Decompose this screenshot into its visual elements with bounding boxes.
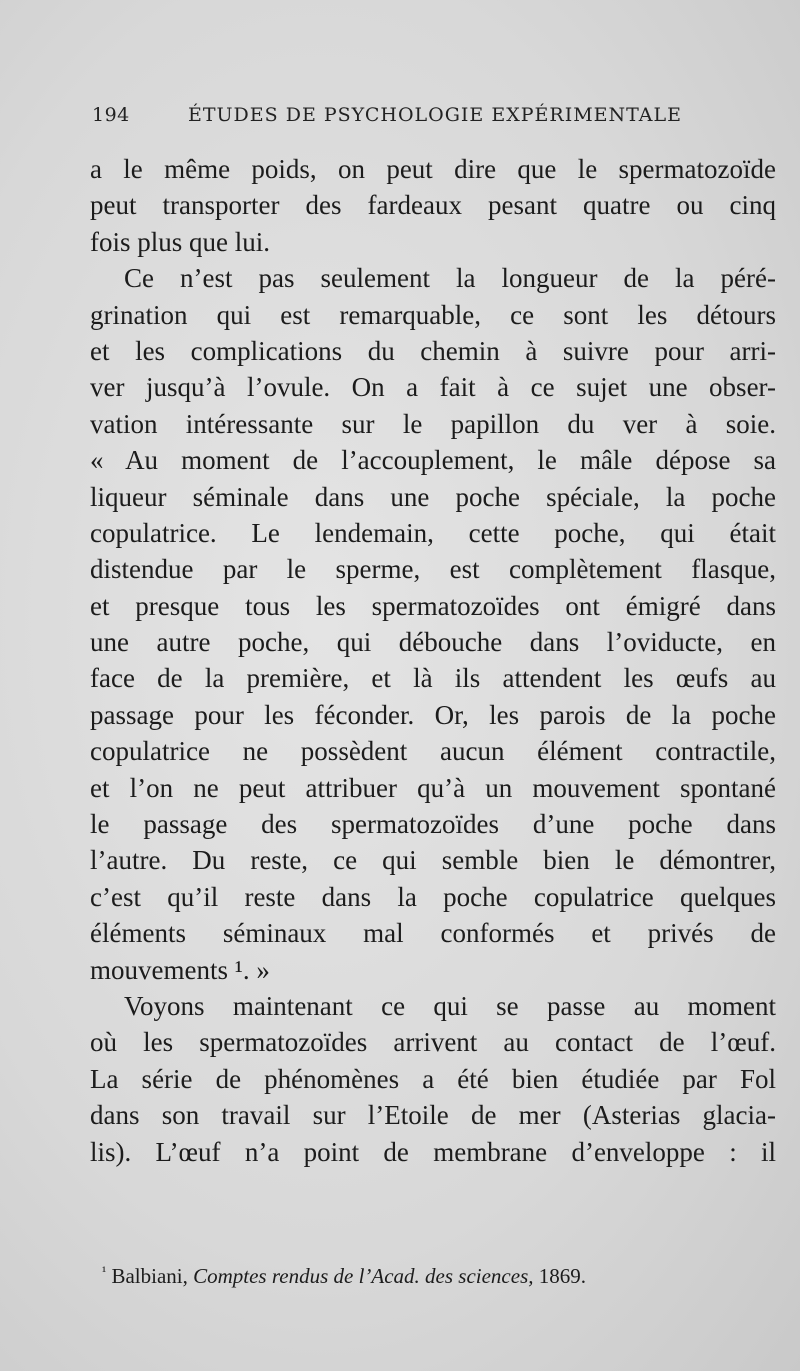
text-line: lis). L’œuf n’a point de membrane d’enveloppe : il bbox=[90, 1136, 776, 1167]
body-text bbox=[90, 151, 776, 1170]
text-line: liqueur séminale dans une poche spéciale, la poche bbox=[90, 481, 776, 512]
text-line: peut transporter des fardeaux pesant quatre ou cinq bbox=[90, 190, 776, 221]
text-line: face de la première, et là ils attendent les œufs au bbox=[90, 663, 776, 694]
footnote-title: Comptes rendus de l’Acad. des sciences, bbox=[193, 1264, 534, 1288]
text-line: vation intéressante sur le papillon du ver à soie. bbox=[90, 408, 776, 439]
text-line: « Au moment de l’accouplement, le mâle dépose sa bbox=[90, 445, 776, 476]
text-line: et l’on ne peut attribuer qu’à un mouvement spontané bbox=[90, 772, 776, 803]
page-number: 194 bbox=[92, 104, 130, 126]
text-line: et les complications du chemin à suivre pour arri- bbox=[90, 335, 776, 366]
text-line: grination qui est remarquable, ce sont les détours bbox=[90, 299, 776, 330]
text-line: copulatrice ne possèdent aucun élément contractile, bbox=[90, 736, 776, 767]
text-line: fois plus que lui. bbox=[90, 226, 270, 257]
text-line: passage pour les féconder. Or, les parois de la poche bbox=[90, 699, 776, 730]
text-line: l’autre. Du reste, ce qui semble bien le démontrer, bbox=[90, 845, 776, 876]
text-line: c’est qu’il reste dans la poche copulatrice quelques bbox=[90, 881, 776, 912]
footnote-author: Balbiani, bbox=[111, 1264, 188, 1288]
text-line: ver jusqu’à l’ovule. On a fait à ce sujet une obser- bbox=[90, 372, 776, 403]
footnote bbox=[102, 1264, 762, 1289]
text-line: éléments séminaux mal conformés et privés de bbox=[90, 918, 776, 949]
text-line: copulatrice. Le lendemain, cette poche, qui était bbox=[90, 517, 776, 548]
running-title: ÉTUDES DE PSYCHOLOGIE EXPÉRIMENTALE bbox=[188, 104, 682, 126]
text-line: où les spermatozoïdes arrivent au contact de l’œuf. bbox=[90, 1027, 776, 1058]
text-line: une autre poche, qui débouche dans l’oviducte, en bbox=[90, 627, 776, 658]
text-line: distendue par le sperme, est complètement flasque, bbox=[90, 554, 776, 585]
text-line: Ce n’est pas seulement la longueur de la péré- bbox=[124, 263, 776, 294]
footnote-marker: ¹ bbox=[102, 1265, 107, 1280]
text-line: La série de phénomènes a été bien étudiée par Fol bbox=[90, 1063, 776, 1094]
text-line: Voyons maintenant ce qui se passe au moment bbox=[124, 990, 776, 1021]
text-line: dans son travail sur l’Etoile de mer (Asterias glacia- bbox=[90, 1100, 776, 1131]
text-line: et presque tous les spermatozoïdes ont émigré dans bbox=[90, 590, 776, 621]
text-line: le passage des spermatozoïdes d’une poche dans bbox=[90, 809, 776, 840]
text-line: mouvements ¹. » bbox=[90, 954, 270, 985]
footnote-year: 1869. bbox=[538, 1264, 586, 1288]
text-line: a le même poids, on peut dire que le spermatozoïde bbox=[90, 154, 776, 184]
